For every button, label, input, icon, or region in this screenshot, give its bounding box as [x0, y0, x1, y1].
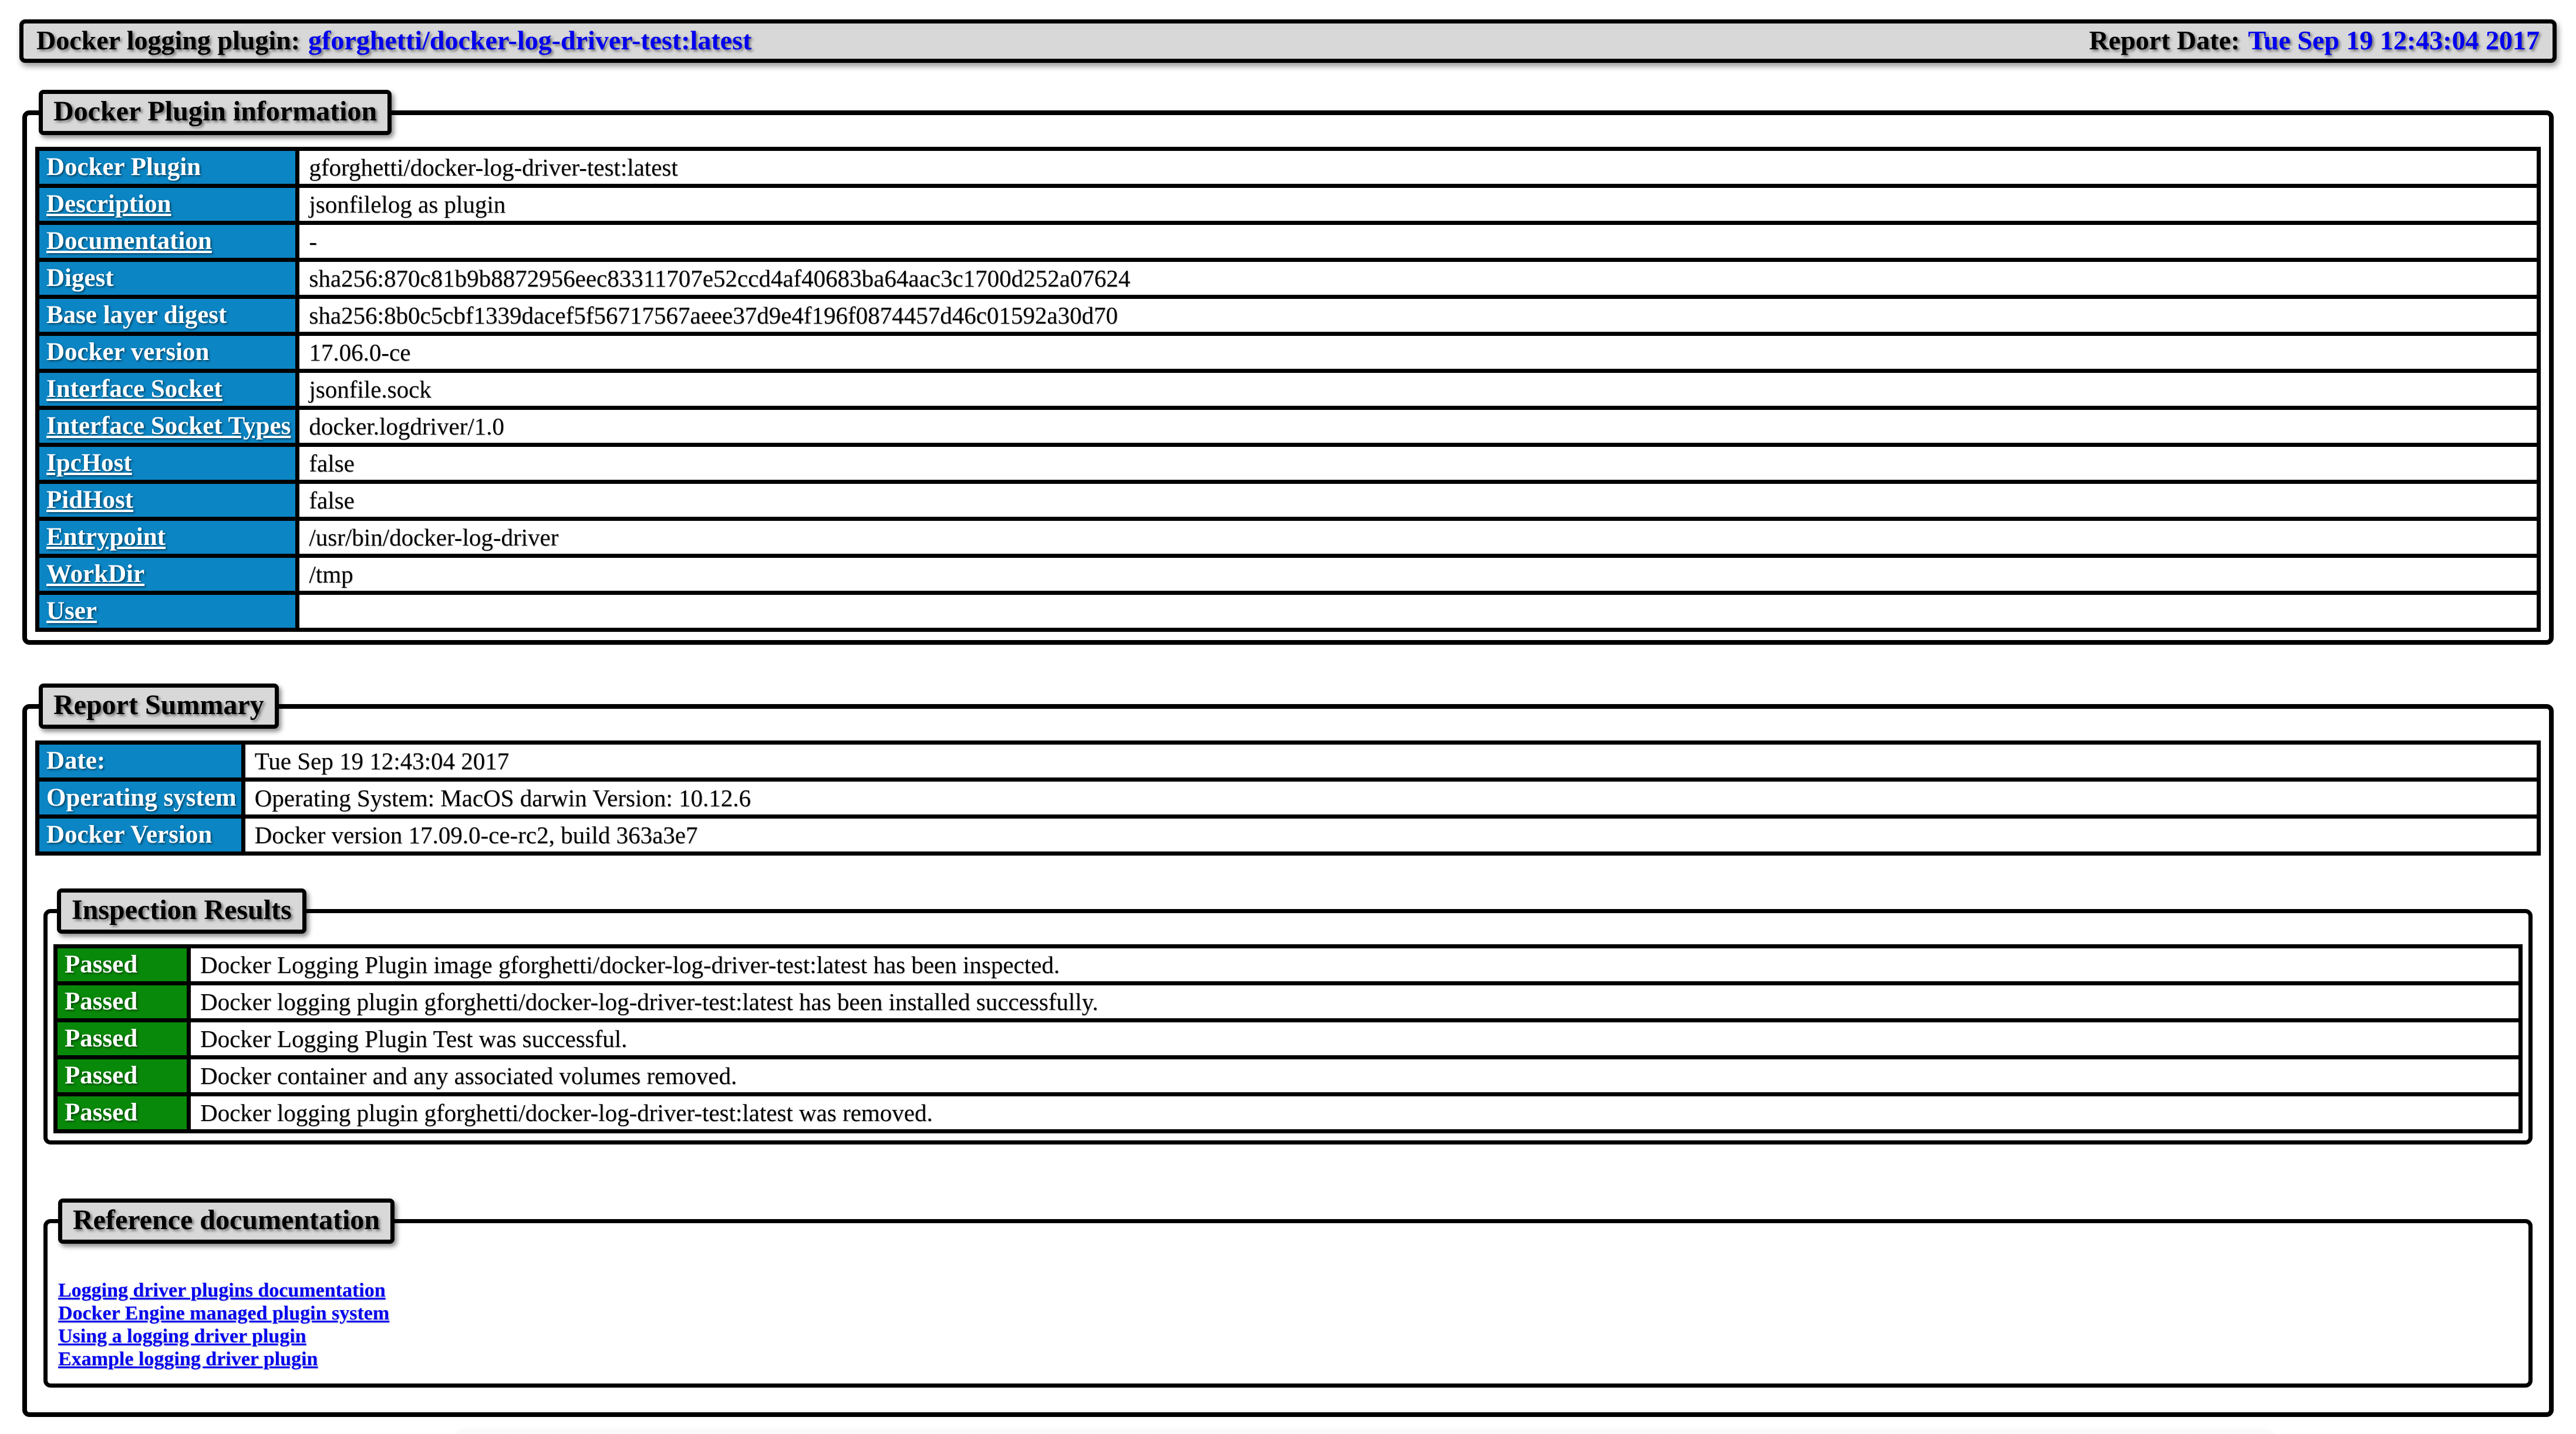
field-value: sha256:8b0c5cbf1339dacef5f56717567aeee37d9e4f196f0874457d46c01592a30d70 — [298, 297, 2539, 334]
field-label — [38, 556, 298, 593]
table-row — [38, 260, 2539, 297]
field-value: 17.06.0-ce — [298, 334, 2539, 371]
table-row — [38, 408, 2539, 445]
header-bar — [19, 19, 2557, 63]
table-row — [38, 519, 2539, 556]
table-row — [38, 223, 2539, 260]
plugin-info-table — [35, 147, 2541, 632]
result-message: Docker Logging Plugin image gforghetti/docker-log-driver-test:latest has been inspected. — [189, 947, 2521, 984]
field-value: Docker version 17.09.0-ce-rc2, build 363a3e7 — [243, 817, 2538, 854]
table-row — [38, 556, 2539, 593]
field-value: /usr/bin/docker-log-driver — [298, 519, 2539, 556]
status-badge: Passed — [56, 1021, 189, 1058]
reference-link[interactable]: Using a logging driver plugin — [58, 1325, 306, 1347]
table-row — [56, 1095, 2521, 1132]
field-value: Operating System: MacOS darwin Version: 10.12.6 — [243, 780, 2538, 817]
status-badge: Passed — [56, 947, 189, 984]
result-message: Docker container and any associated volumes removed. — [189, 1058, 2521, 1095]
result-message: Docker Logging Plugin Test was successful. — [189, 1021, 2521, 1058]
result-message: Docker logging plugin gforghetti/docker-log-driver-test:latest was removed. — [189, 1095, 2521, 1132]
table-row — [38, 297, 2539, 334]
plugin-info-legend: Docker Plugin information — [39, 90, 392, 135]
field-label — [38, 593, 298, 630]
table-row — [56, 947, 2521, 984]
field-label-link[interactable]: Interface Socket Types — [46, 412, 291, 440]
field-label: Docker version — [38, 334, 298, 371]
table-row — [38, 780, 2539, 817]
field-label-link[interactable]: PidHost — [46, 486, 134, 514]
field-label-link[interactable]: Documentation — [46, 227, 212, 255]
field-label — [38, 223, 298, 260]
table-row — [56, 984, 2521, 1021]
field-label: Base layer digest — [38, 297, 298, 334]
table-row — [38, 186, 2539, 223]
report-date-link[interactable]: Tue Sep 19 12:43:04 2017 — [2248, 25, 2540, 55]
reference-doc-legend: Reference documentation — [58, 1199, 395, 1244]
reference-doc-section — [43, 1199, 2533, 1388]
field-label-link[interactable]: IpcHost — [46, 449, 132, 477]
report-date-label: Report Date: — [2089, 25, 2240, 55]
header-left — [36, 25, 751, 56]
field-label-link[interactable]: User — [46, 597, 97, 625]
report-summary-table — [35, 740, 2541, 856]
status-badge: Passed — [56, 1058, 189, 1095]
field-label: Docker Version — [38, 817, 244, 854]
field-value: false — [298, 445, 2539, 482]
table-row — [38, 334, 2539, 371]
inspection-results-section — [43, 888, 2533, 1144]
reference-link[interactable]: Logging driver plugins documentation — [58, 1280, 386, 1301]
plugin-name-link[interactable]: gforghetti/docker-log-driver-test:latest — [308, 25, 752, 55]
field-label-link[interactable]: Description — [46, 190, 171, 218]
table-row — [38, 743, 2539, 780]
status-badge: Passed — [56, 1095, 189, 1132]
table-row — [38, 817, 2539, 854]
reference-link[interactable]: Example logging driver plugin — [58, 1348, 318, 1370]
field-value: jsonfilelog as plugin — [298, 186, 2539, 223]
field-label-link[interactable]: Entrypoint — [46, 523, 166, 551]
result-message: Docker logging plugin gforghetti/docker-log-driver-test:latest has been installed successfully. — [189, 984, 2521, 1021]
field-label — [38, 519, 298, 556]
report-summary-section — [22, 684, 2554, 1417]
field-label: Operating system — [38, 780, 244, 817]
field-label — [38, 482, 298, 519]
field-value: sha256:870c81b9b8872956eec83311707e52ccd4af40683ba64aac3c1700d252a07624 — [298, 260, 2539, 297]
header-right — [2089, 25, 2540, 56]
dock-shadow — [452, 1426, 2277, 1434]
field-value: - — [298, 223, 2539, 260]
field-value: Tue Sep 19 12:43:04 2017 — [243, 743, 2538, 780]
table-row — [38, 149, 2539, 186]
plugin-info-section — [22, 90, 2554, 645]
reference-link[interactable]: Docker Engine managed plugin system — [58, 1302, 390, 1324]
field-label-link[interactable]: WorkDir — [46, 560, 145, 588]
field-value: docker.logdriver/1.0 — [298, 408, 2539, 445]
field-label: Docker Plugin — [38, 149, 298, 186]
field-label — [38, 186, 298, 223]
field-label: Digest — [38, 260, 298, 297]
table-row — [38, 482, 2539, 519]
table-row — [56, 1058, 2521, 1095]
field-label — [38, 408, 298, 445]
field-label: Date: — [38, 743, 244, 780]
field-label — [38, 371, 298, 408]
table-row — [56, 1021, 2521, 1058]
table-row — [38, 593, 2539, 630]
table-row — [38, 445, 2539, 482]
field-value — [298, 593, 2539, 630]
field-value: jsonfile.sock — [298, 371, 2539, 408]
status-badge: Passed — [56, 984, 189, 1021]
reference-doc-links — [55, 1259, 2521, 1371]
field-label-link[interactable]: Interface Socket — [46, 375, 222, 403]
inspection-results-legend: Inspection Results — [57, 888, 306, 934]
report-summary-legend: Report Summary — [39, 684, 279, 729]
field-value: false — [298, 482, 2539, 519]
field-value: gforghetti/docker-log-driver-test:latest — [298, 149, 2539, 186]
table-row — [38, 371, 2539, 408]
inspection-results-table — [53, 944, 2523, 1133]
field-value: /tmp — [298, 556, 2539, 593]
header-title-label: Docker logging plugin: — [36, 25, 300, 55]
field-label — [38, 445, 298, 482]
